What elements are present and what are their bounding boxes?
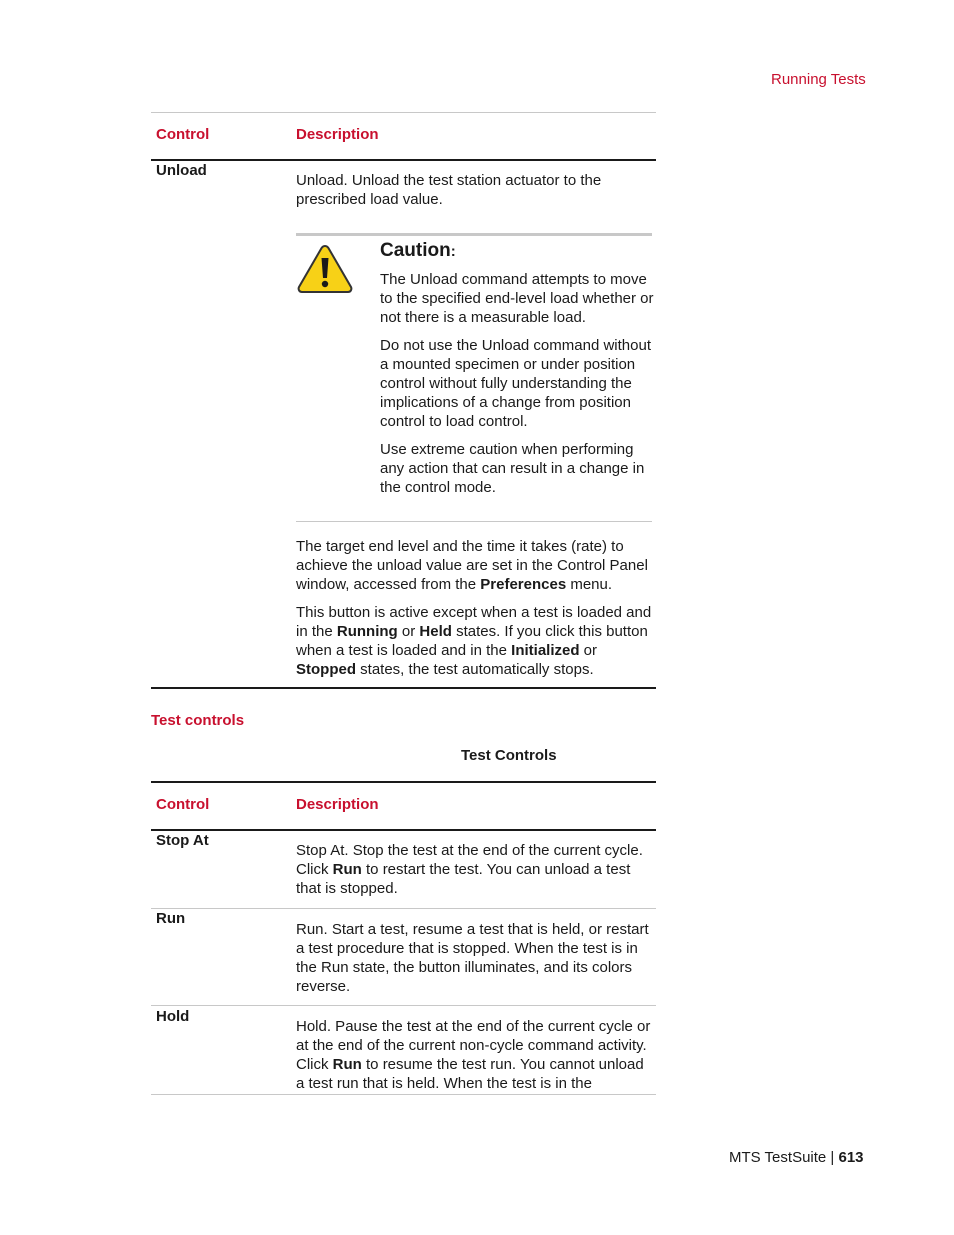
caution-paragraph-2: Do not use the Unload command without a mounted specimen or under position control without fully understanding the implications of a change from position control to load control.	[380, 337, 651, 430]
run-button-ref: Run	[332, 861, 362, 878]
caution-paragraph-3: Use extreme caution when performing any action that can result in a change in the control mode.	[380, 441, 645, 496]
table-top-rule	[151, 112, 656, 113]
run-description	[296, 920, 656, 1005]
caution-bottom-rule	[296, 521, 652, 522]
unload-desc-paragraph: Unload. Unload the test station actuator to the prescribed load value.	[296, 172, 602, 208]
hold-description	[296, 1017, 656, 1102]
table-row-description: Run. Start a test, resume a test that is held, or restart a test procedure that is stopped. When the test is in the Run state, the button illuminates, and its colors reverse.	[296, 921, 649, 995]
caution-title	[380, 240, 456, 262]
held-state-ref: Held	[419, 623, 452, 640]
stop-at-description	[296, 841, 656, 907]
section-title-test-controls: Test controls	[151, 712, 245, 729]
row-divider	[151, 908, 656, 909]
control-name-stop-at: Stop At	[156, 832, 209, 849]
page-number: 613	[838, 1149, 864, 1166]
caution-title-text: Caution	[380, 240, 451, 261]
unload-active-paragraph: This button is active except when a test is loaded and in the Running or Held states. If you click this button when a test is loaded and in the Initialized or Stopped states, the test automatically stops.	[296, 604, 652, 678]
column-header-control: Control	[156, 126, 210, 143]
control-name-run: Run	[156, 910, 186, 927]
running-header: Running Tests	[771, 71, 866, 88]
header-rule	[151, 829, 656, 831]
header-rule	[151, 159, 656, 161]
stopped-state-ref: Stopped	[296, 661, 356, 678]
caution-top-rule	[296, 233, 652, 236]
caution-colon: :	[450, 243, 456, 260]
footer-separator: |	[826, 1149, 839, 1166]
row-divider	[151, 1005, 656, 1006]
control-name-unload: Unload	[156, 162, 207, 179]
preferences-menu-ref: Preferences	[480, 576, 567, 593]
product-name: MTS TestSuite	[729, 1149, 827, 1166]
table2-top-rule	[151, 781, 656, 783]
run-button-ref: Run	[332, 1056, 362, 1073]
control-name-hold: Hold	[156, 1008, 190, 1025]
caution-body	[380, 270, 656, 506]
warning-triangle-icon	[296, 243, 354, 295]
table-row-description: Stop At. Stop the test at the end of the current cycle. Click Run to restart the test. You can unload a test that is stopped.	[296, 842, 643, 897]
column-header-control: Control	[156, 796, 210, 813]
unload-description-continued	[296, 537, 656, 688]
caution-paragraph-1: The Unload command attempts to move to the specified end-level load whether or not there is a measurable load.	[380, 271, 654, 326]
table-row-description: Hold. Pause the test at the end of the current cycle or at the end of the current non-cycle command activity. Click Run to resume the test run. You cannot unload a test run that is held. When the test is in the	[296, 1018, 651, 1092]
table-bottom-rule	[151, 1094, 656, 1095]
unload-description	[296, 171, 656, 218]
table-caption: Test Controls	[461, 747, 557, 764]
running-state-ref: Running	[336, 623, 398, 640]
table-bottom-rule	[151, 687, 656, 689]
page-footer	[729, 1149, 864, 1166]
unload-preferences-paragraph: The target end level and the time it takes (rate) to achieve the unload value are set in the Control Panel window, accessed from the Preferences menu.	[296, 538, 648, 593]
column-header-description: Description	[296, 796, 379, 813]
column-header-description: Description	[296, 126, 379, 143]
caution-note	[296, 233, 652, 522]
initialized-state-ref: Initialized	[511, 642, 580, 659]
